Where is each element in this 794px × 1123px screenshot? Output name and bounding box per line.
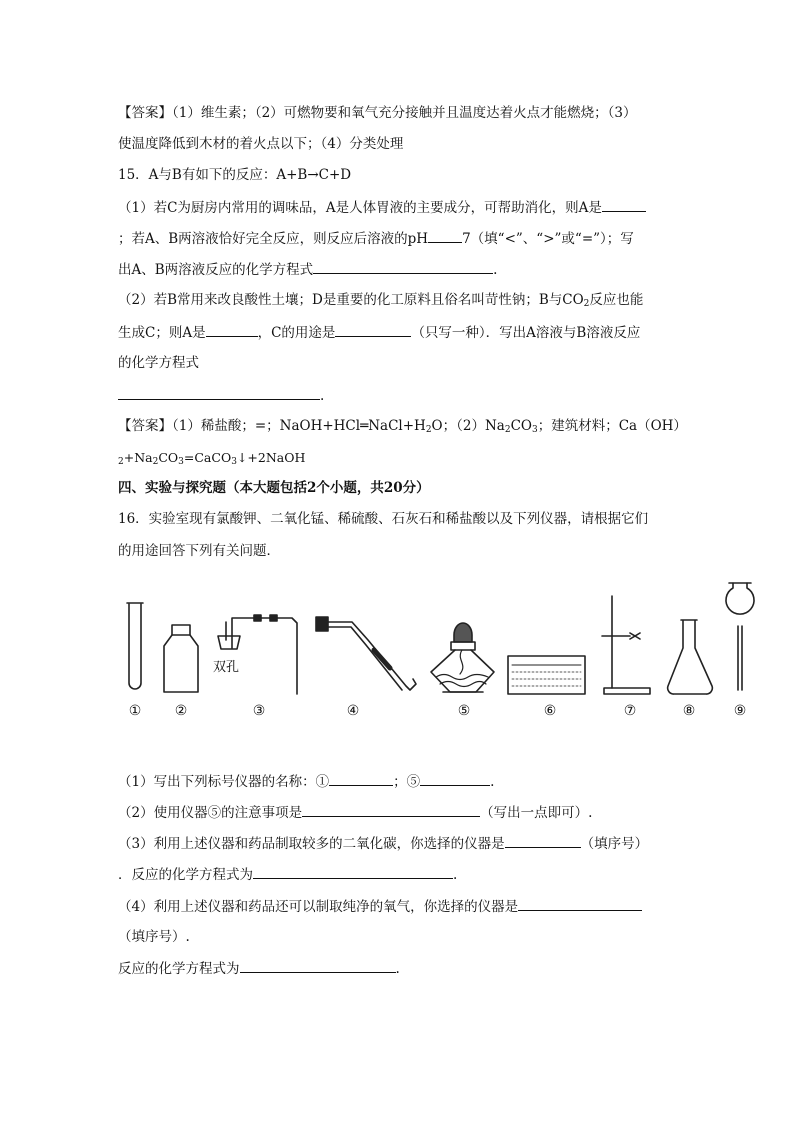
q16-text: （4）利用上述仪器和药品还可以制取纯净的氧气，你选择的仪器是: [118, 899, 519, 915]
q15-p2-text: ，C的用途是: [257, 325, 336, 341]
delivery-tube-icon: [316, 617, 416, 690]
answer-blank[interactable]: [240, 958, 396, 973]
subscript: 3: [231, 457, 237, 467]
q15-answer-text: =CaCO: [183, 450, 232, 465]
apparatus-label: ④: [346, 703, 360, 719]
apparatus-label: ⑦: [623, 703, 637, 719]
q15-stem: 15．A与B有如下的反应：A+B→C+D: [118, 167, 352, 183]
q15-p2-text: 反应也能: [589, 292, 644, 308]
q16-text: ；⑤: [393, 774, 421, 790]
stopper-tube-icon: [218, 615, 297, 694]
q16-text: （3）利用上述仪器和药品制取较多的二氧化碳，你选择的仪器是: [118, 836, 505, 852]
q16-text: .: [453, 867, 458, 883]
q16-stem-line1: 16．实验室现有氯酸钾、二氧化锰、稀硫酸、石灰石和稀盐酸以及下列仪器，请根据它们: [118, 511, 649, 527]
conical-flask-icon: [668, 620, 713, 694]
q15-p1-text: .: [493, 262, 498, 278]
q14-answer-line2: 使温度降低到木材的着火点以下；（4）分类处理: [118, 136, 404, 152]
answer-blank[interactable]: [518, 896, 642, 911]
subscript: 2: [152, 457, 159, 467]
subscript: 2: [583, 299, 590, 309]
subscript: 3: [178, 457, 184, 467]
q15-answer-text: （1）稀盐酸；=；NaOH+HCl═NaCl+H: [172, 418, 426, 434]
q15-answer-text: ；建筑材料；Ca（OH）: [537, 418, 687, 434]
apparatus-label: ⑨: [733, 703, 747, 719]
subscript: 3: [531, 425, 538, 435]
answer-tag: 【答案】: [118, 418, 172, 434]
apparatus-label: ③: [252, 703, 266, 719]
section-heading: 四、实验与探究题（本大题包括2个小题，共20分）: [118, 480, 430, 496]
q15-p1-text: ；若A、B两溶液恰好完全反应，则反应后溶液的pH: [118, 231, 429, 247]
q15-p2-text: （只写一种）．写出A溶液与B溶液反应: [411, 325, 641, 341]
apparatus-label: ②: [174, 703, 188, 719]
q15-p1-text: 7（填“<”、“>”或“=”）；写: [462, 231, 634, 247]
q16-text: （填序号）: [580, 836, 649, 852]
q15-answer-text: +Na: [123, 450, 153, 465]
q16-text: .: [395, 961, 400, 977]
apparatus-label: ⑧: [682, 703, 696, 719]
q16-text: （2）使用仪器⑤的注意事项是: [118, 805, 303, 821]
answer-blank[interactable]: [420, 771, 490, 786]
iron-stand-icon: [602, 596, 650, 694]
q16-s4-line3: [118, 958, 400, 979]
q16-stem-line2: 的用途回答下列有关问题．: [118, 543, 280, 559]
q15-answer-text: CO: [158, 450, 179, 465]
subscript: 2: [118, 457, 124, 467]
apparatus-label: ⑥: [543, 703, 557, 719]
q15-p2-text: （2）若B常用来改良酸性土壤；D是重要的化工原料且俗名叫苛性钠；B与CO: [118, 292, 584, 308]
q16-s1: [118, 771, 494, 792]
q15-answer-text: O；（2）Na: [431, 418, 505, 434]
answer-tag: 【答案】: [118, 105, 172, 121]
q15-p2-text: .: [320, 388, 325, 404]
q16-s3-line2: [118, 864, 457, 885]
q15-p2-line3: 的化学方程式: [118, 355, 199, 371]
q16-text: 反应的化学方程式为: [118, 961, 240, 977]
alcohol-lamp-icon: [431, 623, 494, 692]
q16-text: （1）写出下列标号仪器的名称：①: [118, 774, 330, 790]
subscript: 2: [425, 425, 432, 435]
subscript: 2: [504, 425, 511, 435]
answer-blank[interactable]: [505, 833, 581, 848]
water-trough-icon: [508, 656, 585, 694]
answer-blank[interactable]: [253, 864, 453, 879]
q15-answer-text: CO: [510, 418, 532, 434]
stopper-label: 双孔: [213, 660, 240, 675]
answer-blank[interactable]: [302, 802, 480, 817]
q15-p2-text: 生成C；则A是: [118, 325, 206, 341]
long-stem-funnel-icon: [726, 583, 754, 690]
answer-blank[interactable]: [329, 771, 393, 786]
apparatus-label: ⑤: [457, 703, 471, 719]
apparatus-label: ①: [128, 703, 142, 719]
q16-s4-line1: [118, 896, 642, 917]
test-tube-icon: [127, 603, 143, 689]
q14-answer-text1: （1）维生素；（2）可燃物要和氧气充分接触并且温度达着火点才能燃烧；（3）: [172, 105, 637, 121]
gas-bottle-icon: [164, 625, 198, 692]
q16-text: （写出一点即可）.: [480, 805, 593, 821]
q15-p1-text: 出A、B两溶液反应的化学方程式: [118, 262, 314, 278]
q16-text: .: [490, 774, 495, 790]
q16-s4-line2: （填序号）.: [118, 929, 190, 945]
q15-answer-text: ↓+2NaOH: [236, 450, 306, 465]
q16-s2: [118, 802, 592, 823]
q15-p1-text: （1）若C为厨房内常用的调味品，A是人体胃液的主要成分，可帮助消化，则A是: [118, 200, 602, 216]
q16-s3-line1: [118, 833, 648, 854]
q16-text: ．反应的化学方程式为: [118, 867, 253, 883]
